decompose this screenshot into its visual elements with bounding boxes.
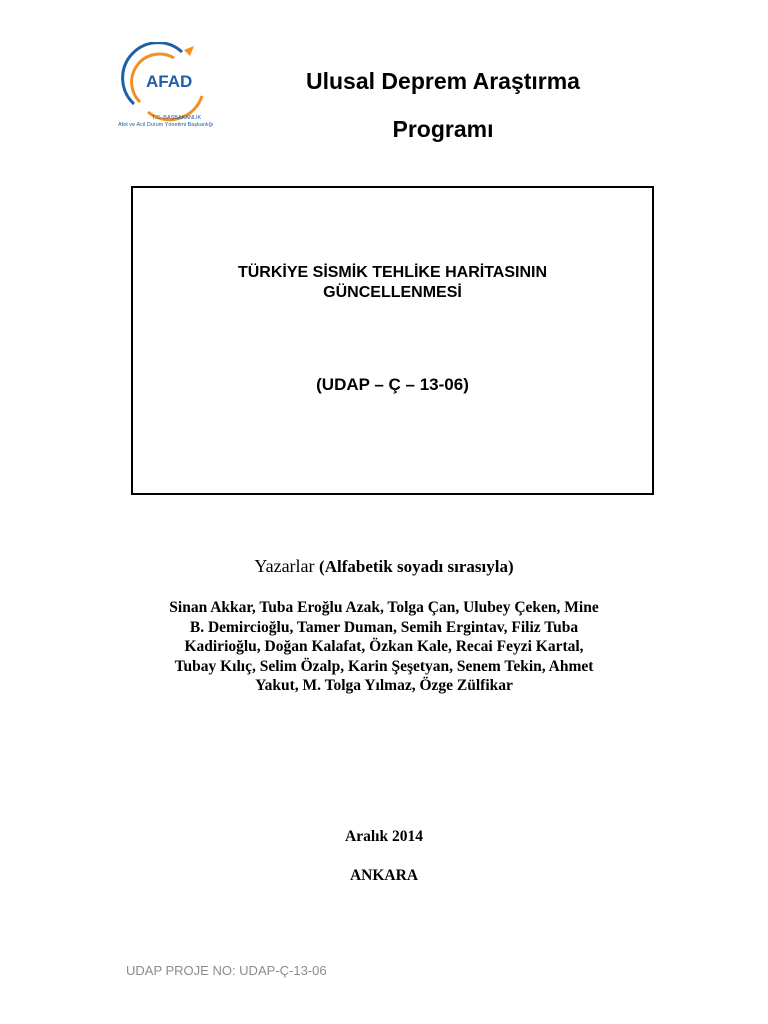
authors-line: Sinan Akkar, Tuba Eroğlu Azak, Tolga Çan, Ulubey Çeken, Mine — [169, 599, 599, 616]
footer-project-number: UDAP PROJE NO: UDAP-Ç-13-06 — [126, 963, 327, 978]
afad-logo — [114, 42, 242, 142]
authors-line: Yakut, M. Tolga Yılmaz, Özge Zülfikar — [255, 677, 513, 694]
project-title-line2: GÜNCELLENMESİ — [323, 284, 462, 301]
authors-line: Kadirioğlu, Doğan Kalafat, Özkan Kale, Recai Feyzi Kartal, — [184, 638, 584, 655]
authors-line: B. Demircioğlu, Tamer Duman, Semih Ergintav, Filiz Tuba — [189, 618, 579, 636]
afad-acronym: AFAD — [146, 72, 193, 91]
authors-list — [120, 598, 648, 696]
program-title-line1: Ulusal Deprem Araştırma — [306, 68, 580, 94]
authors-heading — [0, 556, 768, 577]
program-title-line2: Programı — [392, 116, 494, 142]
publication-date: Aralık 2014 — [345, 828, 423, 845]
logo-subtitle-1: T.C. BAŞBAKANLIK — [152, 115, 202, 121]
authors-heading-label: Yazarlar — [254, 556, 315, 576]
publication-city: ANKARA — [349, 867, 419, 884]
project-code: (UDAP – Ç – 13-06) — [316, 375, 469, 394]
logo-subtitle-2: Afet ve Acil Durum Yönetimi Başkanlığı — [118, 122, 214, 128]
project-title-line1: TÜRKİYE SİSMİK TEHLİKE HARİTASININ — [237, 264, 548, 281]
project-title — [133, 263, 652, 303]
authors-order-note: (Alfabetik soyadı sırasıyla) — [319, 557, 514, 576]
project-title-box — [131, 186, 654, 495]
authors-line: Tubay Kılıç, Selim Özalp, Karin Şeşetyan, Senem Tekin, Ahmet — [174, 657, 594, 675]
